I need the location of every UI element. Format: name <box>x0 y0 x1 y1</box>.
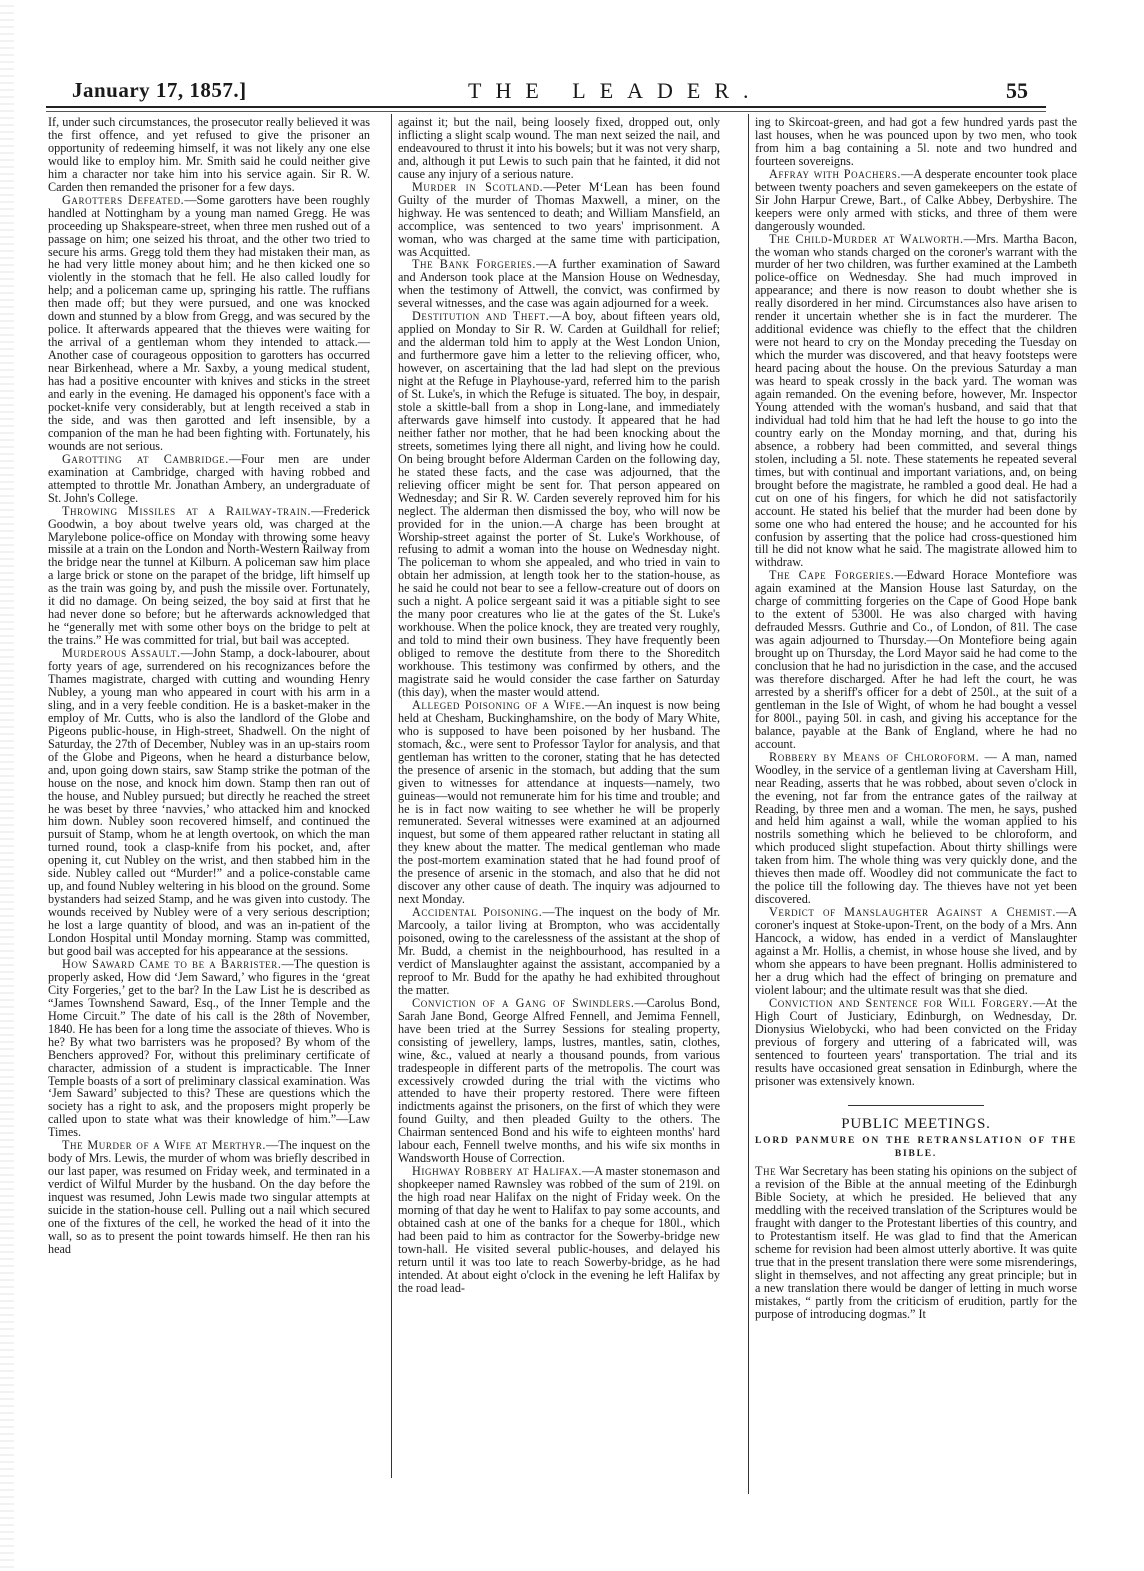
issue-date: January 17, 1857.] <box>72 78 247 102</box>
page-number: 55 <box>1006 78 1028 103</box>
article-heading: The Murder of a Wife at Merthyr. <box>62 1138 267 1153</box>
column-2 <box>398 116 720 1295</box>
article-paragraph <box>755 906 1077 997</box>
article-paragraph <box>48 505 370 647</box>
article-paragraph <box>48 194 370 453</box>
article-heading: Garotters Defeated. <box>62 192 185 207</box>
article-paragraph <box>398 906 720 997</box>
article-paragraph <box>755 233 1077 570</box>
section-lead-word: The <box>755 1164 777 1179</box>
article-text: —The inquest on the body of Mr. Marcooly, a tailor living at Brompton, who was accidentally poisoned, owing to the carelessness of the assistant at the shop of Mr. Budd, a chemist in the neighbourhood, has resulted in a verdict of Manslaughter against the assistant, accompanied by a reproof to Mr. Budd for the apathy he had exhibited throughout the matter. <box>398 905 721 997</box>
article-heading: Destitution and Theft. <box>412 309 550 324</box>
article-heading: The Child-Murder at Walworth. <box>769 231 964 246</box>
article-text: —A boy, about fifteen years old, applied on Monday to Sir R. W. Carden at Guildhall for relief; and the alderman told him to apply at the West London Union, and furthermore gave him a letter to the relieving officer, who, however, on ascertaining that the lad had slept on the previous night at the Refuge in Playhouse-yard, referred him to the parish of St. Luke's, in which the Refuge is situated. The boy, in despair, stole a skittle-ball from a shop in Long-lane, and immediately afterwards gave himself into custody. It appeared that he had neither father nor mother, that he had been knocking about the streets, sometimes lying there all night, and living how he could. On being brought before Alderman Carden on the following day, he stated these facts, and the case was adjourned, that the relieving officer might be sent for. That person appeared on Wednesday; and Sir R. W. Carden severely reproved him for his neglect. The alderman then dismissed the boy, who will now be provided for in the union.—A charge has been brought at Worship-street against the porter of St. Luke's Workhouse, of refusing to admit a woman into the house on Wednesday night. The policeman to whom she appealed, and who tried in vain to obtain her admission, at length took her to the station-house, as he said he could not bear to see a fellow-creature out of doors on such a night. A police sergeant said it was a pitiable sight to see the many poor creatures who lie at the gates of the St. Luke's workhouse. When the police knock, they are treated very roughly, and told to mind their own business. They have frequently been obliged to remove the destitute from there to the Shoreditch workhouse. This testimony was confirmed by others, and the magistrate said he would consider the case farther on Saturday (this day), when the master would attend. <box>398 309 720 699</box>
article-paragraph <box>398 116 720 181</box>
section-body-text: War Secretary has been stating his opinions on the subject of a revision of the Bible at the annual meeting of the Edinburgh Bible Society, at which he presided. He believed that any meddling with the received translation of the Scriptures would be fraught with danger to the Protestant liberties of this country, and to Protestantism itself. He was glad to find that the American scheme for revision had been almost utterly abortive. It was quite true that in the present translation there were some misrenderings, slight in themselves, and not affecting any great principle; but in a new translation there would be danger of letting in much worse mistakes, “ partly from the criticism of erudition, partly for the purpose of introducing dogmas.” It <box>755 1164 1077 1321</box>
article-heading: Affray with Poachers. <box>769 166 902 181</box>
article-paragraph <box>48 958 370 1139</box>
column-1 <box>48 116 370 1256</box>
column-3-articles <box>755 116 1077 1087</box>
article-text: —A coroner's inquest at Stoke-upon-Trent, on the body of a Mrs. Ann Hancock, a widow, has ended in a verdict of Manslaughter against a Mr. Hollis, a chemist, in whose house she lived, and by whom she appears to have been pregnant. Hollis administered to her a drug which had the effect of bringing on premature and violent labour; and the ultimate result was that she died. <box>755 905 1077 997</box>
article-text: —A further examination of Saward and Anderson took place at the Mansion House on Wednesday, when the testimony of Attwell, the convict, was confirmed by several witnesses, and the case was again adjourned for a week. <box>398 257 721 311</box>
article-heading: Verdict of Manslaughter Against a Chemist. <box>769 905 1056 920</box>
section-divider <box>848 1105 984 1106</box>
article-heading: Throwing Missiles at a Railway-train. <box>62 503 312 518</box>
article-paragraph <box>48 647 370 958</box>
article-text: —Some garotters have been roughly handled at Nottingham by a young man named Gregg. He was proceeding up Shakspeare-street, when three men rushed out of a passage on him; one seized his throat, and the other two tried to secure his arms. Gregg told them they had mistaken their man, as he had very little money about him; and he then kicked one so violently in the stomach that he fell. He also called loudly for help; and a policeman came up, springing his rattle. The ruffians then made off; but they were pursued, and one was knocked down and stunned by a blow from Gregg, and was secured by the police. It afterwards appeared that the thieves were waiting for the arrival of a gentleman whom they intended to attack.—Another case of courageous opposition to garotters has occurred near Birkenhead, where a Mr. Saxby, a young medical student, has had a positive encounter with knives and sticks in the street and early in the evening. He damaged his opponent's face with a pocket-knife very considerably, but at length received a stab in the side, and was then garotted and left insensible, by a companion of the man he had been fighting with. Fortunately, his wounds are not serious. <box>48 192 370 453</box>
article-heading: Garotting at Cambridge. <box>62 451 229 466</box>
article-paragraph <box>398 310 720 699</box>
article-paragraph <box>755 168 1077 233</box>
article-paragraph <box>398 699 720 906</box>
section-body <box>755 1165 1077 1320</box>
scan-edge-noise <box>0 0 14 1571</box>
masthead-rule <box>46 106 1046 112</box>
article-heading: Murderous Assault. <box>62 646 181 661</box>
column-divider-1 <box>391 114 392 1478</box>
article-text: —Carolus Bond, Sarah Jane Bond, George Alfred Fennell, and Jemima Fennell, have been tried at the Surrey Sessions for stealing property, consisting of jewellery, lamps, lustres, mantles, satin, clothes, wine, &c., valued at nearly a thousand pounds, from various tradespeople in different parts of the metropolis. The court was excessively crowded during the trial with the victims who attended to have their property restored. There were fifteen indictments against the prisoners, on the first of which they were found Guilty, and then pleaded Guilty to the others. The Chairman sentenced Bond and his wife to eighteen months' hard labour each, Fennell twelve months, and his wife six months in Wandsworth House of Correction. <box>398 995 720 1166</box>
article-heading: Conviction and Sentence for Will Forgery. <box>769 995 1033 1010</box>
article-paragraph <box>755 997 1077 1088</box>
article-text: — A man, named Woodley, in the service of a gentleman living at Caversham Hill, near Reading, asserts that he was robbed, about seven o'clock in the evening, not far from the entrance gates of the railway at Reading, by three men and a woman. The men, he says, pushed and held him against a wall, while the woman applied to his nostrils something which he believed to be chloroform, and which produced slight stupefaction. About thirty shillings were taken from him. The whole thing was very quickly done, and the thieves then made off. Woodley did not communicate the fact to the police till the following day. The thieves have not yet been discovered. <box>755 749 1077 907</box>
article-paragraph <box>755 116 1077 168</box>
article-heading: Murder in Scotland. <box>412 179 544 194</box>
column-3 <box>755 116 1077 1321</box>
article-paragraph <box>398 258 720 310</box>
article-text: —Frederick Goodwin, a boy about twelve years old, was charged at the Marylebone police-office on Monday with throwing some heavy missile at a train on the London and North-Western Railway from the bridge near the tunnel at Kilburn. A policeman saw him place a large brick or stone on the parapet of the bridge, lift himself up as the train was going by, and push the missile over. Fortunately, it did no damage. On being seized, the boy said at first that he had never done so before; but he afterwards acknowledged that he “generally met with some other boys on the bridge to pelt at the trains.” He was committed for trial, but bail was accepted. <box>48 503 370 648</box>
article-text: against it; but the nail, being loosely fixed, dropped out, only inflicting a slight scalp wound. The man next seized the nail, and endeavoured to thrust it into his bowels; but it was not very sharp, and, although it put Lewis to such pain that he fainted, it did not cause any injury of a serious nature. <box>398 115 720 181</box>
article-text: If, under such circumstances, the prosecutor really believed it was the first offence, and yet refused to give the prisoner an opportunity of redeeming himself, it was not likely any one else would like to employ him. Mr. Smith said he could neither give him a character nor take him into his service again. Sir R. W. Carden then remanded the prisoner for a few days. <box>48 115 370 194</box>
article-heading: Alleged Poisoning of a Wife. <box>412 697 586 712</box>
article-text: —The inquest on the body of Mrs. Lewis, the murder of whom was briefly described in our last paper, was resumed on Friday week, and terminated in a verdict of Wilful Murder by the husband. On the day before the inquest was resumed, John Lewis made two singular attempts at suicide in the station-house cell. Pulling out a nail which secured one of the fixtures of the cell, he worked the head of it into the wall, so as to present the point towards himself. He then ran his head <box>48 1138 370 1256</box>
article-text: —Mrs. Martha Bacon, the woman who stands charged on the coroner's warrant with the murder of her two children, was further examined at the Lambeth police-office on Wednesday. She had much improved in appearance; and there is now reason to doubt whether she is really disordered in her mind. Circumstances also have arisen to render it uncertain whether she is in fact the murderer. The additional evidence was chiefly to the effect that the children were not heard to cry on the Monday preceding the Tuesday on which the murder was discovered, and that heavy footsteps were heard pacing about the house. On the previous Saturday a man was heard to speak crossly in the back yard. The woman was again remanded. On the evening before, however, Mr. Inspector Young attended with the woman's husband, and said that that individual had told him that he had left the house to go into the country early on the Monday morning, and that, during his absence, a robbery had been committed, and several things stolen, including a 5l. note. These statements he repeated several times, but with continual and important variations, and, on being brought before the magistrate, he rambled a good deal. He had a cut on one of his fingers, for which he did not satisfactorily account. He stated his belief that the murder had been done by some one who had entered the house; and he accounted for his confusion by asserting that the police had cross-questioned him till he did not know what he said. The magistrate allowed him to withdraw. <box>755 231 1077 570</box>
article-text: —An inquest is now being held at Chesham, Buckinghamshire, on the body of Mary White, who is supposed to have been poisoned by her husband. The stomach, &c., were sent to Professor Taylor for analysis, and that gentleman has written to the coroner, stating that he has detected the presence of arsenic in the stomach, but adding that the sum given to witnesses for attendance at inquests—namely, two guineas—would not remunerate him for his time and trouble; and he is in fact now waiting to see whether he will be properly remunerated. Several witnesses were examined at an adjourned inquest, but some of them appeared rather reluctant in stating all they knew about the matter. The medical gentleman who made the post-mortem examination stated that he had found proof of the presence of arsenic in the stomach, and also that he did not discover any other cause of death. The inquiry was adjourned to next Monday. <box>398 697 720 907</box>
section-subtitle: LORD PANMURE ON THE RETRANSLATION OF THE BIBLE. <box>755 1136 1077 1160</box>
article-paragraph <box>398 181 720 259</box>
article-text: —John Stamp, a dock-labourer, about forty years of age, surrendered on his recognizances before the Thames magistrate, charged with cutting and wounding Henry Nubley, a young man who appeared in court with his arm in a sling, and in a very feeble condition. He is a basket-maker in the employ of Mr. Cutts, who is also the landlord of the Globe and Pigeons public-house, in High-street, Shadwell. On the night of Saturday, the 27th of December, Nubley was in an up-stairs room of the Globe and Pigeons, when he heard a disturbance below, and, upon going down stairs, saw Stamp strike the potman of the house on the nose, and knock him down. Stamp then ran out of the house, and Nubley pursued; but directly he reached the street he was beset by three ‘navvies,’ who attacked him and knocked him down. Nubley soon recovered himself, and continued the pursuit of Stamp, whom he at length overtook, on which the man turned round, took a clasp-knife from his pocket, and, after opening it, cut Nubley on the wrist, and then stabbed him in the side. Nubley called out “Murder!” and a police-constable came up, and found Nubley weltering in his blood on the ground. Some bystanders had seized Stamp, and he was given into custody. The wounds received by Nubley were of a very serious description; he lost a large quantity of blood, and was an in-patient of the London Hospital until Monday morning. Stamp was committed, but good bail was accepted for his appearance at the sessions. <box>48 646 370 958</box>
article-paragraph <box>755 751 1077 906</box>
article-paragraph <box>398 1165 720 1295</box>
article-text: —Edward Horace Montefiore was again examined at the Mansion House last Saturday, on the charge of committing forgeries on the Cape of Good Hope bank to the extent of 5300l. He was also charged with having defrauded Messrs. Guthrie and Co., of London, of 81l. The case was again adjourned to Thursday.—On Montefiore being again brought up on Thursday, the Lord Mayor said he had come to the conclusion that he had no jurisdiction in the case, and the accused was therefore discharged. After he had left the court, he was arrested by a sheriff's officer for a debt of 250l., at the suit of a gentleman in the Isle of Wight, of whom he had bought a vessel for 800l., paying 50l. in cash, and giving his acceptance for the balance, payable at the Bank of England, where he had no account. <box>755 568 1077 751</box>
column-divider-2 <box>748 114 749 1494</box>
article-text: —A master stonemason and shopkeeper named Rawnsley was robbed of the sum of 219l. on the high road near Halifax on the night of Friday week. On the morning of that day he went to Halifax to pay some accounts, and obtained cash at one of the banks for a cheque for 180l., which had been paid to him as contractor for the Sowerby-bridge new town-hall. He visited several public-houses, and delayed his return until it was too late to reach Sowerby-bridge, as he had intended. At about eight o'clock in the evening he left Halifax by the road lead- <box>398 1164 720 1295</box>
article-paragraph <box>48 1139 370 1256</box>
masthead <box>48 78 1048 106</box>
article-heading: How Saward Came to be a Barrister. <box>62 956 282 971</box>
article-text: ing to Skircoat-green, and had got a few hundred yards past the last houses, when he was pounced upon by two men, who took from him a bag containing a 5l. note and two hundred and fourteen sovereigns. <box>755 115 1077 168</box>
article-text: —The question is properly asked, How did ‘Jem Saward,’ who figures in the ‘great City Forgeries,’ get to the bar? In the Law List he is described as “James Townshend Saward, Esq., of the Inner Temple and the Home Circuit.” The date of his call is the 28th of November, 1840. He has been for a long time the associate of thieves. Who is he? By what two barristers was he proposed? By whom of the Benchers approved? For, without this preliminary certificate of character, admission of a student is impracticable. The Inner Temple boasts of a sort of preliminary classical examination. Was ‘Jem Saward’ subjected to this? These are questions which the society has a right to ask, and the proposers might properly be called upon to state what was their knowledge of him.”—Law Times. <box>48 956 370 1140</box>
article-text: —A desperate encounter took place between twenty poachers and seven gamekeepers on the estate of Sir John Harpur Crewe, Bart., of Calke Abbey, Derbyshire. The keepers were only armed with sticks, and three of them were dangerously wounded. <box>755 166 1077 233</box>
article-heading: Conviction of a Gang of Swindlers. <box>412 995 635 1010</box>
article-text: —Four men are under examination at Cambridge, charged with having robbed and attempted to throttle Mr. Jonathan Ambery, an undergraduate of St. John's College. <box>48 451 370 505</box>
article-heading: Accidental Poisoning. <box>412 905 543 920</box>
article-paragraph <box>48 116 370 194</box>
article-text: —At the High Court of Justiciary, Edinburgh, on Wednesday, Dr. Dionysius Wielobycki, who had been convicted on the Friday previous of forgery and uttering of a fabricated will, was sentenced to fourteen years' transportation. The trial and its results have occasioned great sensation in Edinburgh, where the prisoner was extensively known. <box>755 995 1077 1088</box>
article-heading: Highway Robbery at Halifax. <box>412 1164 583 1179</box>
article-heading: The Cape Forgeries. <box>769 568 895 583</box>
section-title: PUBLIC MEETINGS. <box>841 1116 991 1133</box>
article-text: —Peter M‘Lean has been found Guilty of the murder of Thomas Maxwell, a miner, on the highway. He was sentenced to death; and William Mansfield, an accomplice, was sentenced to two years' imprisonment. A woman, who was charged at the same time with participation, was Acquitted. <box>398 179 720 259</box>
article-paragraph <box>398 997 720 1165</box>
article-paragraph <box>755 569 1077 750</box>
article-heading: Robbery by Means of Chloroform. <box>769 749 980 764</box>
publication-title: THE LEADER. <box>468 78 763 103</box>
article-paragraph <box>48 453 370 505</box>
article-heading: The Bank Forgeries. <box>412 257 537 272</box>
